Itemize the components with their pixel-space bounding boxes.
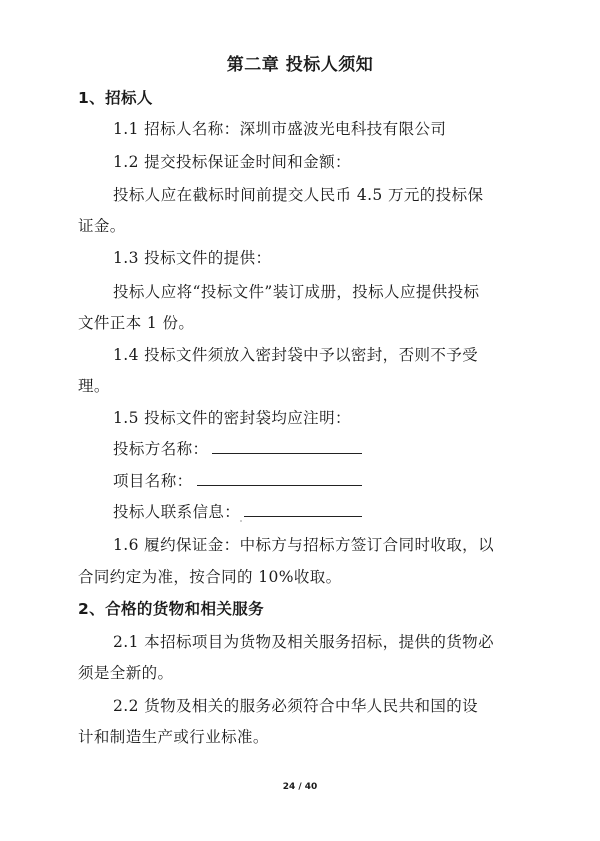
item-1-6-line1: 1.6 履约保证金：中标方与招标方签订合同时收取，以 bbox=[113, 536, 494, 554]
field-project-label: 项目名称： bbox=[113, 472, 193, 490]
item-1-4-line2: 理。 bbox=[78, 377, 110, 395]
item-1-3-body-line2: 文件正本 1 份。 bbox=[78, 314, 195, 332]
scan-speck bbox=[240, 520, 242, 522]
item-1-1: 1.1 招标人名称：深圳市盛波光电科技有限公司 bbox=[113, 120, 447, 138]
item-2-1-line2: 须是全新的。 bbox=[78, 664, 174, 682]
page-number: 24 / 40 bbox=[282, 782, 318, 792]
item-2-2-line2: 计和制造生产或行业标准。 bbox=[78, 728, 269, 746]
item-1-4-line1: 1.4 投标文件须放入密封袋中予以密封，否则不予受 bbox=[113, 346, 479, 364]
contact-info-blank bbox=[244, 502, 362, 517]
field-bidder-label: 投标方名称： bbox=[113, 440, 209, 458]
section-1-heading: 1、招标人 bbox=[78, 89, 153, 107]
item-1-6-line2: 合同约定为准，按合同的 10%收取。 bbox=[78, 568, 342, 586]
project-name-blank bbox=[197, 471, 362, 486]
item-1-2-body-line1: 投标人应在截标时间前提交人民币 4.5 万元的投标保 bbox=[113, 186, 484, 204]
item-1-5: 1.5 投标文件的密封袋均应注明： bbox=[113, 409, 351, 427]
section-2-heading: 2、合格的货物和相关服务 bbox=[78, 600, 265, 618]
item-2-2-line1: 2.2 货物及相关的服务必须符合中华人民共和国的设 bbox=[113, 697, 479, 715]
item-1-3: 1.3 投标文件的提供： bbox=[113, 249, 272, 267]
chapter-title: 第二章 投标人须知 bbox=[226, 55, 374, 75]
field-contact-label: 投标人联系信息： bbox=[113, 503, 241, 521]
item-2-1-line1: 2.1 本招标项目为货物及相关服务招标，提供的货物必 bbox=[113, 633, 494, 651]
item-1-2-body-line2: 证金。 bbox=[78, 217, 126, 235]
field-project-name bbox=[113, 469, 362, 491]
item-1-2: 1.2 提交投标保证金时间和金额： bbox=[113, 153, 351, 171]
item-1-3-body-line1: 投标人应将“投标文件”装订成册，投标人应提供投标 bbox=[113, 283, 480, 301]
field-contact-info bbox=[113, 500, 362, 522]
bidder-name-blank bbox=[212, 439, 362, 454]
field-bidder-name bbox=[113, 437, 362, 459]
